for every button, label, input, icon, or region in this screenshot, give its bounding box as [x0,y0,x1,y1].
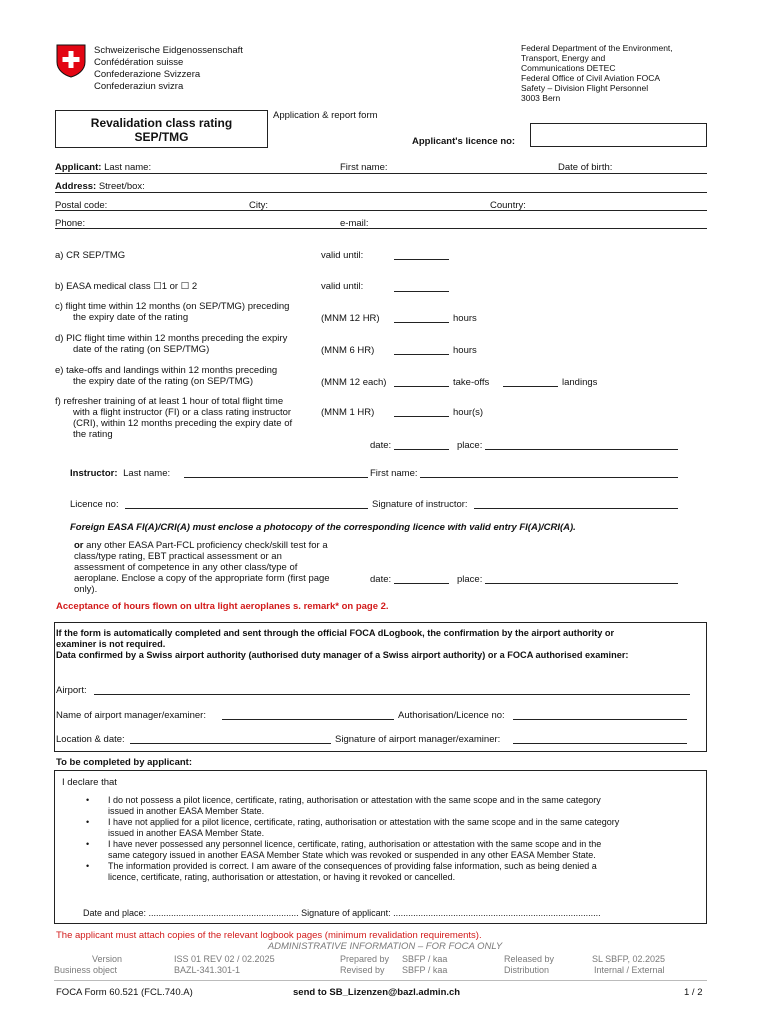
logbook-attach-note: The applicant must attach copies of the relevant logbook pages (minimum revalidation requirements). [56,930,482,941]
instructor-signature-label: Signature of instructor: [372,499,468,510]
form-title-line1: Revalidation class rating [90,116,233,130]
alternative-check-line1-text: any other EASA Part-FCL proficiency check/skill test for a [83,540,328,551]
confederation-line: Confederaziun svizra [94,81,184,92]
declaration-line: licence, certificate, rating, authorisation or attestation, or having it revoked or cancelled. [108,872,456,882]
item-f-line3: (CRI), within 12 months preceding the expiry date of [73,418,293,429]
item-c-text [55,301,289,323]
item-c-hours-field[interactable] [394,322,449,323]
instructor-label: Instructor: [70,468,118,479]
declaration-item [84,795,704,817]
dept-line: Communications DETEC [521,63,616,73]
item-e-landings-field[interactable] [503,386,558,387]
alt-date-label: date: [370,574,392,585]
distribution-label: Distribution [504,965,550,975]
instructor-licence-label: Licence no: [70,499,119,510]
released-by-value: SL SBFP, 02.2025 [592,954,666,964]
licence-number-field[interactable] [530,123,707,147]
alternative-check-line5: only). [74,584,98,595]
airport-signature-label: Signature of airport manager/examiner: [335,734,501,745]
prepared-by-value: SBFP / kaa [402,954,448,964]
released-by-label: Released by [504,954,555,964]
item-e-text [55,365,277,387]
declaration-line: • I have never possessed any personnel licence, certificate, rating, authorisation or attestation with the same scope and in the [108,839,602,849]
declaration-item [84,861,704,883]
airport-signature-field[interactable] [513,743,687,744]
ultralight-remark: Acceptance of hours flown on ultra light aeroplanes s. remark* on page 2. [56,601,389,612]
admin-info-heading: ADMINISTRATIVE INFORMATION – FOR FOCA ONLY [267,941,503,952]
declaration-line: issued in another EASA Member State. [108,806,265,816]
business-object-value: BAZL-341.301-1 [174,965,241,975]
declaration-item [84,817,704,839]
prepared-by-label: Prepared by [340,954,390,964]
country-label: Country: [490,200,526,211]
item-a-valid-label: valid until: [321,250,364,261]
street-label: Street/box: [98,181,145,192]
city-label: City: [249,200,268,211]
form-number: FOCA Form 60.521 (FCL.740.A) [56,987,193,998]
airport-field[interactable] [94,694,690,695]
alternative-check-text [74,540,330,595]
instructor-first-name-field[interactable] [420,477,678,478]
item-d-line2: date of the rating (on SEP/TMG) [73,344,210,355]
foreign-instructor-note: Foreign EASA FI(A)/CRI(A) must enclose a photocopy of the corresponding licence with valid entry FI(A)/CRI(A). [70,522,576,533]
item-c-line1: c) flight time within 12 months (on SEP/TMG) preceding [55,301,290,312]
item-a-label: a) CR SEP/TMG [55,250,126,261]
declaration-heading: To be completed by applicant: [56,757,193,768]
item-f-text [55,396,292,440]
applicant-label: Applicant: [55,162,102,173]
dept-line: Transport, Energy and [521,53,606,63]
instructor-last-name-field[interactable] [184,477,368,478]
instructor-signature-field[interactable] [474,508,678,509]
dept-line: 3003 Bern [521,93,561,103]
manager-label: Name of airport manager/examiner: [56,710,206,721]
applicant-lastname-label [55,162,151,173]
item-b-valid-field[interactable] [394,291,449,292]
send-to-address[interactable]: send to SB_Lizenzen@bazl.admin.ch [293,987,461,998]
item-e-line1: e) take-offs and landings within 12 months preceding [55,365,278,376]
authorisation-label: Authorisation/Licence no: [398,710,505,721]
item-e-line2: the expiry date of the rating (on SEP/TMG) [73,376,254,387]
instructor-licence-field[interactable] [125,508,368,509]
postal-code-label: Postal code: [55,200,108,211]
item-f-line2: with a flight instructor (FI) or a class rating instructor [73,407,292,418]
email-label: e-mail: [340,218,369,229]
first-name-label: First name: [340,162,388,173]
item-e-minimum: (MNM 12 each) [321,377,387,388]
airport-intro [56,628,628,661]
item-f-hours-field[interactable] [394,416,449,417]
manager-field[interactable] [222,719,394,720]
item-b-label: b) EASA medical class ☐1 or ☐ 2 [55,281,198,292]
version-value: ISS 01 REV 02 / 02.2025 [174,954,275,964]
applicant-line[interactable] [55,173,707,174]
item-f-date-field[interactable] [394,449,449,450]
item-f-line4: the rating [73,429,113,440]
swiss-coat-of-arms-logo [56,44,86,78]
item-d-text [55,333,287,355]
declaration-item [84,839,704,861]
alt-date-field[interactable] [394,583,449,584]
alternative-check-line4: aeroplane. Enclose a copy of the appropriate form (first page [74,573,330,584]
address-row [55,181,145,192]
confederation-line: Confederazione Svizzera [94,69,201,80]
revised-by-value: SBFP / kaa [402,965,448,975]
declaration-line: issued in another EASA Member State. [108,828,265,838]
item-e-takeoffs-unit: take-offs [453,377,490,388]
confederation-name [94,45,243,93]
alt-place-label: place: [457,574,483,585]
department-address [521,43,673,103]
alternative-check-line3: assessment of competence in any other class/type of [74,562,298,573]
item-f-minimum: (MNM 1 HR) [321,407,375,418]
item-f-place-field[interactable] [485,449,678,450]
airport-intro-line2: examiner is not required. [56,639,166,649]
form-title-line2: SEP/TMG [134,130,189,144]
declaration-intro: I declare that [62,777,117,788]
applicant-date-signature-field[interactable]: Date and place: ............................................................ Signature of applicant: ................................................................................... [83,908,601,918]
item-c-line2: the expiry date of the rating [73,312,189,323]
declaration-line: same category issued in another EASA Member State which was revoked or suspended in any other EASA Member State. [108,850,596,860]
page-number: 1 / 2 [684,987,703,998]
instructor-lastname-row [70,468,170,479]
alt-place-field[interactable] [485,583,678,584]
item-d-hours-field[interactable] [394,354,449,355]
declaration-list [84,795,704,883]
dept-line: Federal Department of the Environment, [521,43,673,53]
location-date-label: Location & date: [56,734,125,745]
licence-number-label: Applicant's licence no: [412,136,516,147]
alternative-check-line2: class/type rating, EBT practical assessment or an [74,551,282,562]
item-f-unit: hour(s) [453,407,484,418]
airport-intro-line1: If the form is automatically completed and sent through the official FOCA dLogbook, the confirmation by the airport authority or [56,628,615,638]
form-title-box [55,110,268,148]
address-label: Address: [55,181,97,192]
phone-line[interactable] [55,228,707,229]
last-name-label: Last name: [104,162,152,173]
location-date-field[interactable] [130,743,331,744]
item-d-line1: d) PIC flight time within 12 months preceding the expiry [55,333,288,344]
or-keyword: or [74,540,84,551]
alternative-check-line1 [74,540,330,551]
form-subtitle: Application & report form [273,110,378,121]
item-c-minimum: (MNM 12 HR) [321,313,380,324]
item-d-minimum: (MNM 6 HR) [321,345,375,356]
date-of-birth-label: Date of birth: [558,162,613,173]
version-label: Version [92,954,123,964]
confederation-line: Confédération suisse [94,57,184,68]
airport-label: Airport: [56,685,87,696]
item-a-valid-field[interactable] [394,259,449,260]
revised-by-label: Revised by [340,965,385,975]
declaration-line: • I do not possess a pilot licence, certificate, rating, authorisation or attestation with the same scope and in the same category [108,795,601,805]
authorisation-field[interactable] [513,719,687,720]
instructor-last-name-label: Last name: [123,468,171,479]
distribution-value: Internal / External [594,965,665,975]
dept-line: Federal Office of Civil Aviation FOCA [521,73,661,83]
declaration-line: • I have not applied for a pilot licence, certificate, rating, authorisation or attestation with the same scope and in the same category [108,817,620,827]
item-e-landings-unit: landings [562,377,598,388]
dept-line: Safety – Division Flight Personnel [521,83,649,93]
address-line[interactable] [55,192,707,193]
item-f-line1: f) refresher training of at least 1 hour of total flight time [55,396,284,407]
item-f-place-label: place: [457,440,483,451]
item-c-unit: hours [453,313,477,324]
phone-label: Phone: [55,218,86,229]
declaration-line: • The information provided is correct. I am aware of the consequences of providing false information, such as being denied a [108,861,597,871]
postal-line[interactable] [55,210,707,211]
business-object-label: Business object [54,965,118,975]
item-e-takeoffs-field[interactable] [394,386,449,387]
confederation-line: Schweizerische Eidgenossenschaft [94,45,243,56]
footer-divider [54,980,707,981]
instructor-first-name-label: First name: [370,468,418,479]
item-b-valid-label: valid until: [321,281,364,292]
item-d-unit: hours [453,345,477,356]
item-f-date-label: date: [370,440,392,451]
airport-intro-line3: Data confirmed by a Swiss airport authority (authorised duty manager of a Swiss airport authority) or a FOCA authorised examiner: [56,650,629,660]
